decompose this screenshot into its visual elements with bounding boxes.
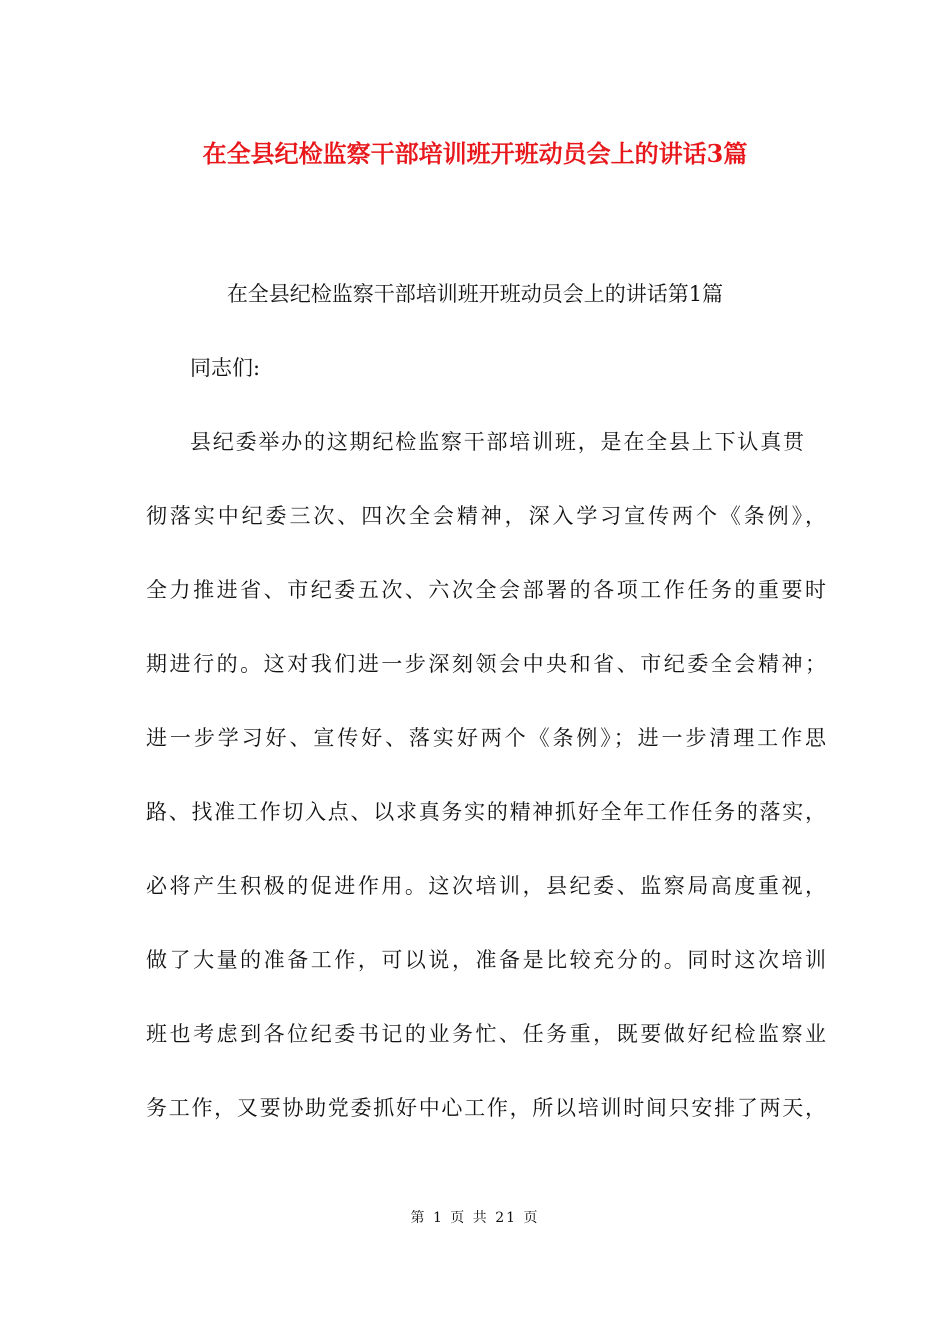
body-line: 全力推进省、市纪委五次、六次全会部署的各项工作任务的重要时 <box>146 578 826 602</box>
body-line: 班也考虑到各位纪委书记的业务忙、任务重，既要做好纪检监察业 <box>146 1022 826 1046</box>
salutation: 同志们: <box>190 356 261 380</box>
body-line: 彻落实中纪委三次、四次全会精神，深入学习宣传两个《条例》， <box>146 504 826 528</box>
body-line: 进一步学习好、宣传好、落实好两个《条例》；进一步清理工作思 <box>146 726 826 750</box>
body-line: 必将产生积极的促进作用。这次培训，县纪委、监察局高度重视， <box>146 874 826 898</box>
body-line: 做了大量的准备工作，可以说，准备是比较充分的。同时这次培训 <box>146 948 826 972</box>
section-heading: 在全县纪检监察干部培训班开班动员会上的讲话第1篇 <box>226 282 724 306</box>
body-line: 期进行的。这对我们进一步深刻领会中央和省、市纪委全会精神； <box>146 652 826 676</box>
document-title: 在全县纪检监察干部培训班开班动员会上的讲话3篇 <box>202 139 748 168</box>
page-footer: 第 1 页 共 21 页 <box>410 1210 540 1226</box>
body-line: 务工作，又要协助党委抓好中心工作，所以培训时间只安排了两天， <box>146 1096 826 1120</box>
body-line: 路、找准工作切入点、以求真务实的精神抓好全年工作任务的落实， <box>146 800 826 824</box>
body-line: 县纪委举办的这期纪检监察干部培训班，是在全县上下认真贯 <box>190 430 804 454</box>
